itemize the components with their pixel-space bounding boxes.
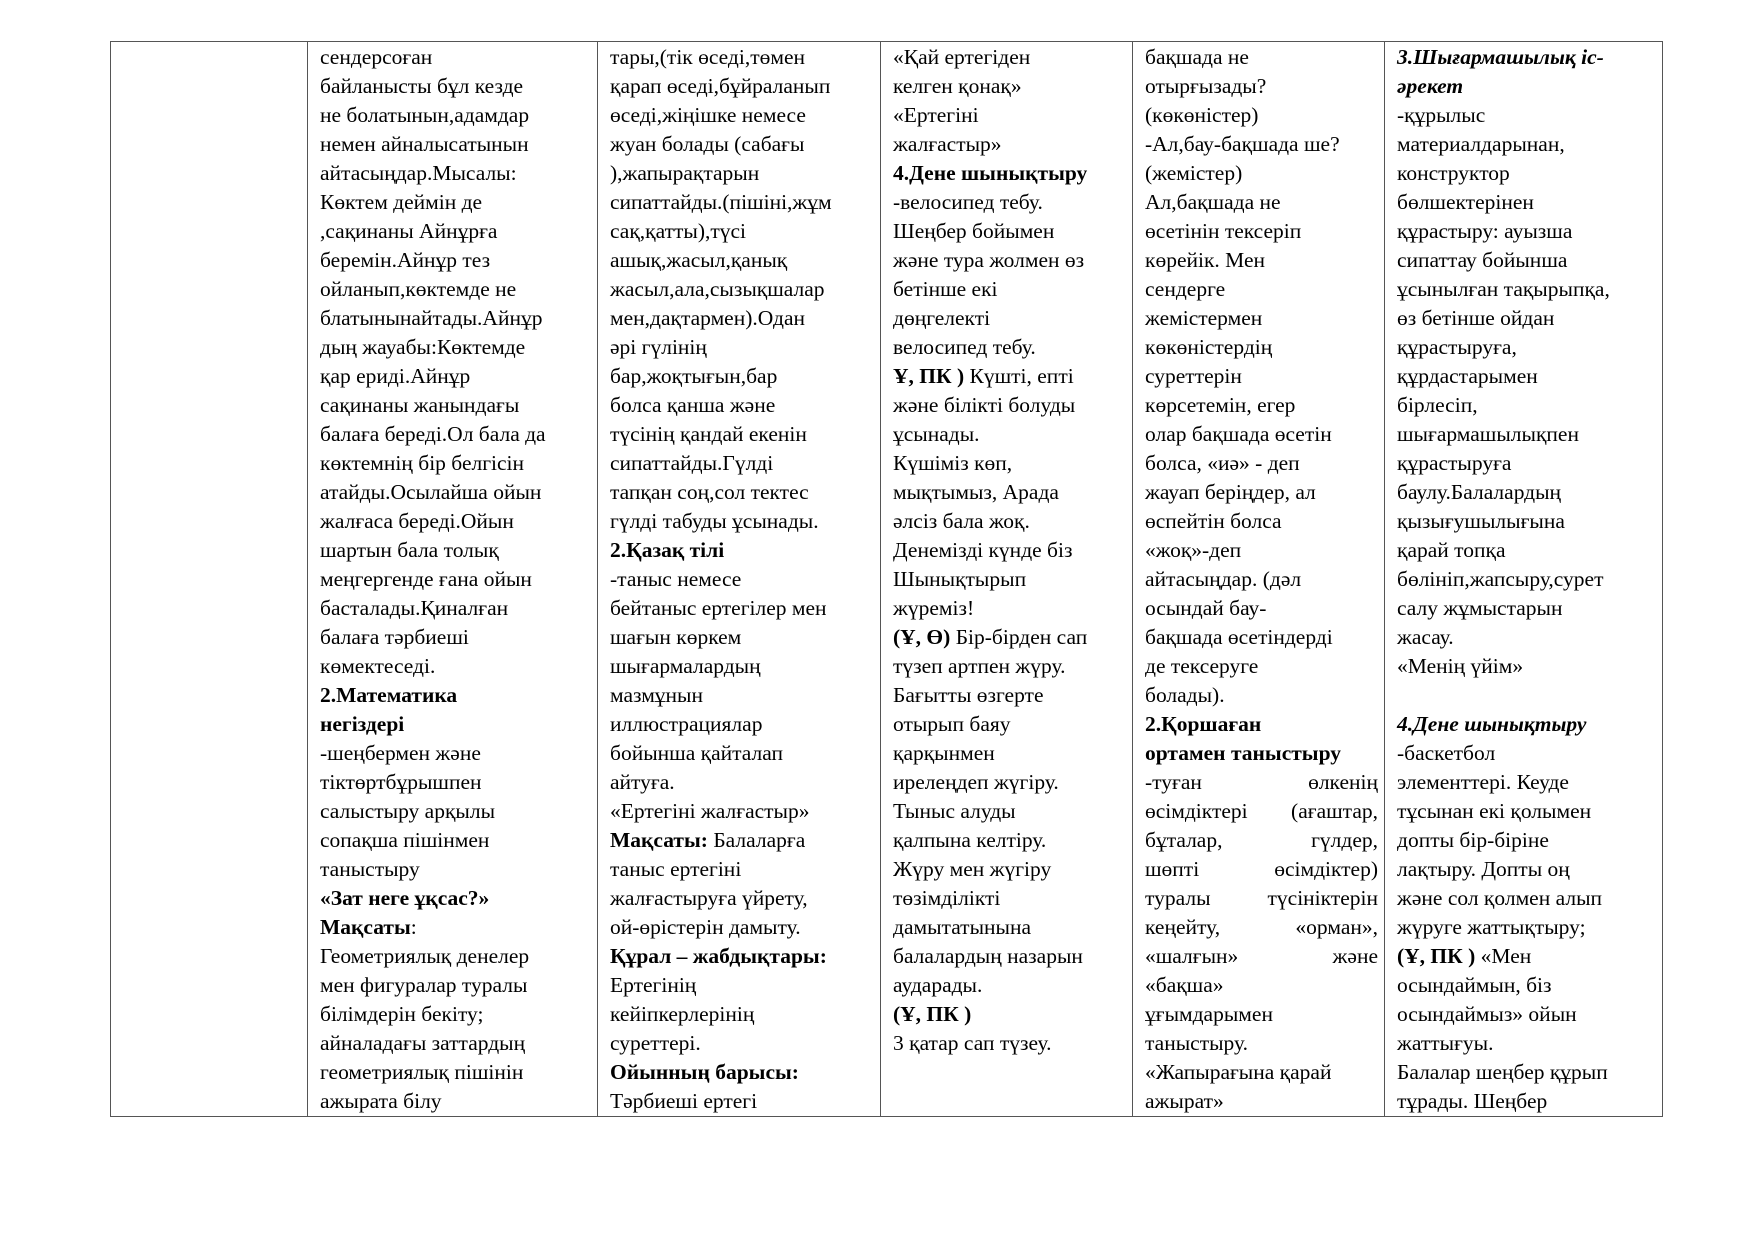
text-line: болады). <box>1145 683 1225 707</box>
text-line: көктемнің бір белгісін <box>320 451 525 475</box>
text-line: «Ертегіні жалғастыр» <box>610 799 810 823</box>
text-line: білімдерін бекіту; <box>320 1002 484 1026</box>
text-line: бұталар, гүлдер, <box>1145 828 1378 852</box>
text-line: мазмұнын <box>610 683 704 707</box>
text-line: -Ал,бау-бақшада ше? <box>1145 132 1340 156</box>
text-line: көмектеседі. <box>320 654 436 678</box>
text-line: көрсетемін, егер <box>1145 393 1296 417</box>
text-line: конструктор <box>1397 161 1510 185</box>
text-line <box>1397 942 1656 971</box>
text-line: не болатынын,адамдар <box>320 103 530 127</box>
text-emphasis: 3.Шығармашылық іс- <box>1397 45 1604 69</box>
text-line: бақшада не <box>1145 45 1249 69</box>
text-line: -баскетбол <box>1397 741 1496 765</box>
text-line: тапқан соң,сол тектес <box>610 480 809 504</box>
text-line: жаттығуы. <box>1397 1031 1494 1055</box>
text-line: блатынынайтады.Айнұр <box>320 306 543 330</box>
text-line: «Жапырағына қарай <box>1145 1060 1332 1084</box>
text-line: өсімдіктері (ағаштар, <box>1145 799 1378 823</box>
text-line: құрастыруға, <box>1397 335 1517 359</box>
text-line: сақ,қатты),түсі <box>610 219 747 243</box>
text-emphasis: (Ұ, ПК ) <box>893 1002 972 1026</box>
text-line: айтуға. <box>610 770 675 794</box>
text-line: шөпті өсімдіктер) <box>1145 857 1378 881</box>
text-line: болса, «иә» - деп <box>1145 451 1300 475</box>
text-line: Шеңбер бойымен <box>893 219 1055 243</box>
text-line: және тура жолмен өз <box>893 248 1085 272</box>
text-line <box>1145 710 1378 739</box>
text-line: таныс ертегіні <box>610 857 742 881</box>
text-emphasis: 4.Дене шынықтыру <box>1397 712 1587 736</box>
text-line: қарай топқа <box>1397 538 1506 562</box>
text-line <box>1145 739 1378 768</box>
text-line: көрейік. Мен <box>1145 248 1266 272</box>
text-line: сипаттау бойынша <box>1397 248 1568 272</box>
text-line: «Ертегіні <box>893 103 979 127</box>
text-line <box>1397 681 1656 710</box>
text-line: ұсынады. <box>893 422 980 446</box>
text-line: туралы түсініктерін <box>1145 886 1378 910</box>
text-line: суреттерін <box>1145 364 1242 388</box>
text-line <box>320 884 591 913</box>
text-line: түсінің қандай екенін <box>610 422 807 446</box>
text-rest: Балаларға <box>707 828 806 852</box>
text-line: тары,(тік өседі,төмен <box>610 45 806 69</box>
table-cell-kazakh-language <box>598 42 881 1117</box>
text-line: -құрылыс <box>1397 103 1486 127</box>
text-line: әрі гүлінің <box>610 335 707 359</box>
text-rest: Бір-бірден сап <box>950 625 1088 649</box>
text-emphasis: әрекет <box>1397 74 1464 98</box>
text-rest: «Мен <box>1475 944 1532 968</box>
text-line: Тәрбиеші ертегі <box>610 1089 758 1113</box>
text-line: де тексеруге <box>1145 654 1259 678</box>
text-line: лақтыру. Допты оң <box>1397 857 1570 881</box>
table-row <box>111 42 1663 1117</box>
text-rest: : <box>410 915 417 939</box>
text-emphasis: Ойынның барысы: <box>610 1060 799 1084</box>
text-line: отырғызады? <box>1145 74 1267 98</box>
table-cell-empty <box>111 42 308 1117</box>
text-line: өз бетінше ойдан <box>1397 306 1555 330</box>
text-line: тіктөртбұрышпен <box>320 770 482 794</box>
text-line: кеңейту, «орман», <box>1145 915 1378 939</box>
text-line: дөңгелекті <box>893 306 991 330</box>
text-line: бірлесіп, <box>1397 393 1478 417</box>
text-line: Күшіміз көп, <box>893 451 1013 475</box>
text-line <box>1397 43 1656 72</box>
text-line: Ал,бақшада не <box>1145 190 1281 214</box>
text-line: Көктем деймін де <box>320 190 483 214</box>
text-line: сақинаны жанындағы <box>320 393 520 417</box>
text-line: ирелеңдеп жүгіру. <box>893 770 1059 794</box>
text-line: құрдастарымен <box>1397 364 1538 388</box>
text-line: мен фигуралар туралы <box>320 973 528 997</box>
text-line <box>1397 72 1656 101</box>
text-line: таныстыру <box>320 857 420 881</box>
text-line <box>320 710 591 739</box>
text-line: мықтымыз, Арада <box>893 480 1059 504</box>
text-line <box>610 826 874 855</box>
table-cell-environment <box>1133 42 1385 1117</box>
table-cell-physical-education <box>881 42 1133 1117</box>
text-emphasis: (Ұ, Ө) <box>893 625 951 649</box>
text-line: жалғаса береді.Ойын <box>320 509 514 533</box>
text-line: Шынықтырып <box>893 567 1027 591</box>
text-line: ,сақинаны Айнұрға <box>320 219 498 243</box>
text-line: айтасыңдар.Мысалы: <box>320 161 517 185</box>
text-line: Балалар шеңбер құрып <box>1397 1060 1608 1084</box>
text-line: әлсіз бала жоқ. <box>893 509 1030 533</box>
text-line: және сол қолмен алып <box>1397 886 1603 910</box>
text-emphasis: Мақсаты: <box>610 828 708 852</box>
text-line: өспейтін болса <box>1145 509 1282 533</box>
text-line: салыстыру арқылы <box>320 799 496 823</box>
text-line <box>320 681 591 710</box>
text-emphasis: Мақсаты <box>320 915 411 939</box>
text-emphasis: 2.Қазақ тілі <box>610 538 725 562</box>
text-line: көкөністердің <box>1145 335 1273 359</box>
text-rest: Күшті, епті <box>964 364 1074 388</box>
text-line: «бақша» <box>1145 973 1224 997</box>
text-line: балаға береді.Ол бала да <box>320 422 546 446</box>
text-line: келген қонақ» <box>893 74 1022 98</box>
text-line: балаға тәрбиеші <box>320 625 469 649</box>
text-line: ашық,жасыл,қанық <box>610 248 788 272</box>
text-line: жүреміз! <box>893 596 975 620</box>
text-line: осындаймын, біз <box>1397 973 1552 997</box>
text-line: қарқынмен <box>893 741 995 765</box>
text-line: материалдарынан, <box>1397 132 1565 156</box>
text-line <box>610 1058 874 1087</box>
text-line: шығармалардың <box>610 654 761 678</box>
text-line: ой-өрістерін дамыту. <box>610 915 801 939</box>
text-line: ажырата білу <box>320 1089 442 1113</box>
text-line: ұғымдарымен <box>1145 1002 1273 1026</box>
text-line: бөлшектерінен <box>1397 190 1534 214</box>
text-line: бейтаныс ертегілер мен <box>610 596 827 620</box>
text-line: бөлініп,жапсыру,сурет <box>1397 567 1604 591</box>
text-line: жауап беріңдер, ал <box>1145 480 1316 504</box>
text-line: таныстыру. <box>1145 1031 1248 1055</box>
text-line: қалпына келтіру. <box>893 828 1047 852</box>
text-line <box>610 536 874 565</box>
text-line: 3 қатар сап түзеу. <box>893 1031 1052 1055</box>
text-line: суреттері. <box>610 1031 701 1055</box>
text-line: жалғастыруға үйрету, <box>610 886 808 910</box>
text-line: жасыл,ала,сызықшалар <box>610 277 825 301</box>
text-line: болса қанша және <box>610 393 776 417</box>
text-line <box>1397 710 1656 739</box>
text-line: мен,дақтармен).Одан <box>610 306 806 330</box>
text-line: геометриялық пішінін <box>320 1060 524 1084</box>
text-line: Жүру мен жүгіру <box>893 857 1052 881</box>
text-line: ажырат» <box>1145 1089 1224 1113</box>
text-line: допты бір-біріне <box>1397 828 1549 852</box>
text-line: сопақша пішінмен <box>320 828 490 852</box>
text-line: -туған өлкенің <box>1145 770 1378 794</box>
text-line: шартын бала толық <box>320 538 499 562</box>
text-line: аударады. <box>893 973 983 997</box>
text-line: ұсынылған тақырыпқа, <box>1397 277 1610 301</box>
text-line: шағын көркем <box>610 625 742 649</box>
text-line: атайды.Осылайша ойын <box>320 480 542 504</box>
text-line: басталады.Қиналған <box>320 596 509 620</box>
text-line <box>893 1000 1126 1029</box>
text-line: «Қай ертегіден <box>893 45 1031 69</box>
text-line: қарап өседі,бұйраланып <box>610 74 831 98</box>
text-emphasis: 2.Қоршаған <box>1145 712 1262 736</box>
text-line: жалғастыр» <box>893 132 1002 156</box>
text-line: өседі,жіңішке немесе <box>610 103 806 127</box>
text-line: отырып баяу <box>893 712 1011 736</box>
text-line: сипаттайды.Гүлді <box>610 451 774 475</box>
text-line: сендерсоған <box>320 45 433 69</box>
text-line: айтасыңдар. (дәл <box>1145 567 1302 591</box>
text-line: -шеңбермен және <box>320 741 481 765</box>
text-line: айналадағы заттардың <box>320 1031 526 1055</box>
text-line: Тыныс алуды <box>893 799 1016 823</box>
text-line: бар,жоқтығын,бар <box>610 364 778 388</box>
text-line: жуан болады (сабағы <box>610 132 805 156</box>
text-line <box>320 913 591 942</box>
text-line: кейіпкерлерінің <box>610 1002 755 1026</box>
text-line: тұсынан екі қолымен <box>1397 799 1592 823</box>
text-line: байланысты бұл кезде <box>320 74 524 98</box>
text-line: қызығушылығына <box>1397 509 1565 533</box>
text-line: дамытатынына <box>893 915 1032 939</box>
text-emphasis: негіздері <box>320 712 405 736</box>
text-line: сендерге <box>1145 277 1226 301</box>
text-line: -велосипед тебу. <box>893 190 1043 214</box>
text-line: түзеп артпен жүру. <box>893 654 1066 678</box>
text-line: «Менің үйім» <box>1397 654 1524 678</box>
text-line: баулу.Балалардың <box>1397 480 1562 504</box>
text-line: Ертегінің <box>610 973 697 997</box>
text-emphasis: ортамен таныстыру <box>1145 741 1342 765</box>
text-line: жүруге жаттықтыру; <box>1397 915 1586 939</box>
text-line: элементтері. Кеуде <box>1397 770 1569 794</box>
text-line: балалардың назарын <box>893 944 1083 968</box>
text-line: (көкөністер) <box>1145 103 1259 127</box>
text-emphasis: 4.Дене шынықтыру <box>893 161 1088 185</box>
text-line: -таныс немесе <box>610 567 742 591</box>
text-line <box>893 362 1126 391</box>
text-emphasis: Құрал – жабдықтары: <box>610 944 827 968</box>
text-line: қар ериді.Айнұр <box>320 364 471 388</box>
text-line: және білікті болуды <box>893 393 1076 417</box>
text-line: (жемістер) <box>1145 161 1243 185</box>
text-emphasis: Ұ, ПК ) <box>893 364 965 388</box>
text-line: «жоқ»-деп <box>1145 538 1242 562</box>
table-cell-mathematics <box>308 42 598 1117</box>
text-line: бетінше екі <box>893 277 998 301</box>
text-line: шығармашылықпен <box>1397 422 1579 446</box>
text-line: бақшада өсетіндерді <box>1145 625 1333 649</box>
text-line: Геометриялық денелер <box>320 944 530 968</box>
text-line: төзімділікті <box>893 886 1001 910</box>
text-line: немен айналысатынын <box>320 132 529 156</box>
text-line: құрастыру: ауызша <box>1397 219 1573 243</box>
text-line: жемістермен <box>1145 306 1263 330</box>
text-line <box>893 159 1126 188</box>
text-emphasis: 2.Математика <box>320 683 458 707</box>
text-line: велосипед тебу. <box>893 335 1036 359</box>
text-line: олар бақшада өсетін <box>1145 422 1332 446</box>
text-line: «шалғын» және <box>1145 944 1378 968</box>
table-cell-creative-activity <box>1385 42 1663 1117</box>
text-line: ойланып,көктемде не <box>320 277 517 301</box>
text-line: Денемізді күнде біз <box>893 538 1073 562</box>
text-line: бойынша қайталап <box>610 741 783 765</box>
text-line: Бағытты өзгерте <box>893 683 1044 707</box>
text-line: тұрады. Шеңбер <box>1397 1089 1548 1113</box>
text-line: осындаймыз» ойын <box>1397 1002 1577 1026</box>
text-line <box>893 623 1126 652</box>
text-line <box>610 942 874 971</box>
text-line: гүлді табуды ұсынады. <box>610 509 819 533</box>
text-line: ),жапырақтарын <box>610 161 760 185</box>
lesson-plan-table <box>110 41 1663 1117</box>
text-line: иллюстрациялар <box>610 712 763 736</box>
text-emphasis: «Зат неге ұқсас?» <box>320 886 490 910</box>
text-emphasis: (Ұ, ПК ) <box>1397 944 1476 968</box>
text-line: салу жұмыстарын <box>1397 596 1563 620</box>
text-line: құрастыруға <box>1397 451 1512 475</box>
text-line: меңгергенде ғана ойын <box>320 567 532 591</box>
text-line: жасау. <box>1397 625 1454 649</box>
text-line: осындай бау- <box>1145 596 1267 620</box>
text-line: дың жауабы:Көктемде <box>320 335 526 359</box>
text-line: беремін.Айнұр тез <box>320 248 491 272</box>
text-line: сипаттайды.(пішіні,жұм <box>610 190 832 214</box>
text-line: өсетінін тексеріп <box>1145 219 1302 243</box>
